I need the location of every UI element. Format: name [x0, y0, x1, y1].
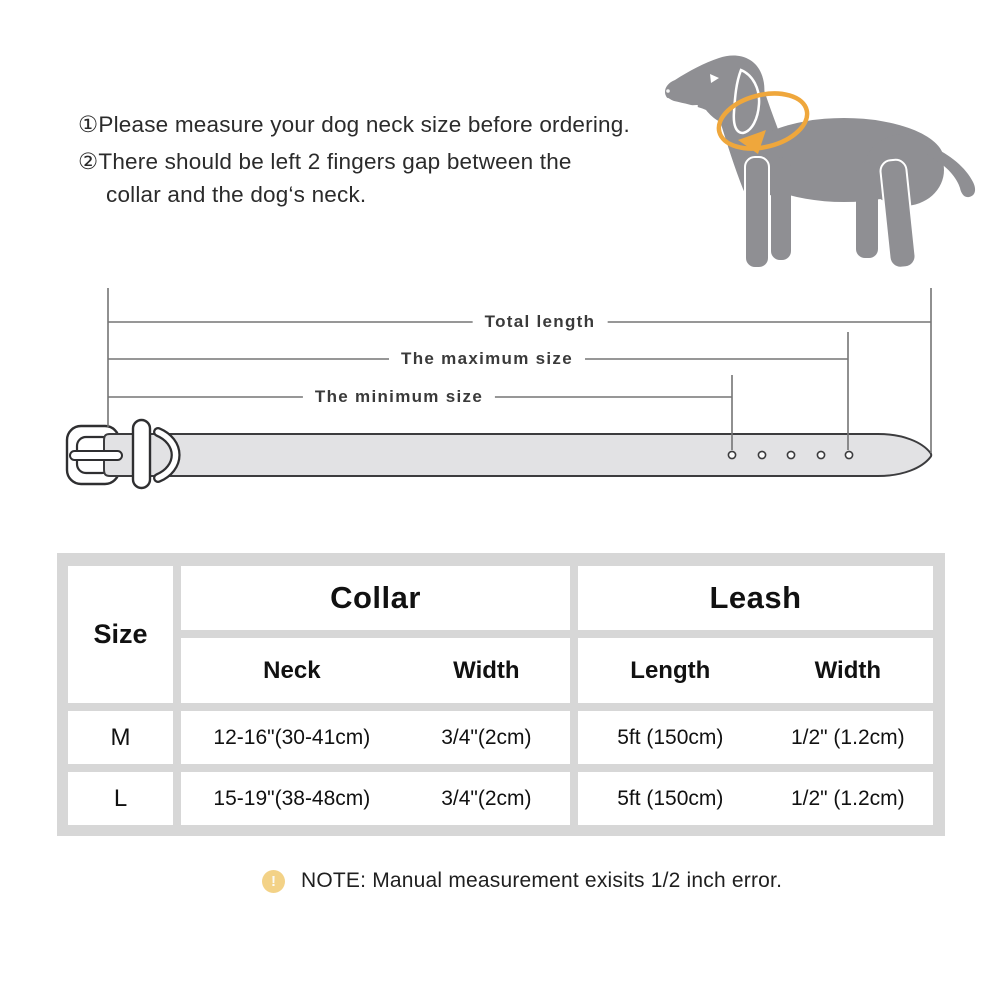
- collar-width-header: Width: [453, 656, 520, 684]
- row-l-collar: [181, 772, 570, 825]
- buckle-prong: [70, 451, 122, 460]
- leash-subheaders: [578, 638, 933, 703]
- row-m-size: M: [68, 711, 173, 764]
- row-m-collar-width: 3/4"(2cm): [441, 725, 532, 749]
- label-minimum-size: The minimum size: [303, 387, 495, 407]
- row-l-leash-width: 1/2" (1.2cm): [790, 786, 905, 810]
- label-total-length: Total length: [473, 312, 608, 332]
- note-row: [262, 869, 782, 893]
- buckle-icon: [67, 426, 119, 484]
- instruction-line-1: [78, 112, 630, 138]
- row-l-neck: 15-19"(38-48cm): [213, 786, 371, 810]
- row-l-size: L: [68, 772, 173, 825]
- instruction-2-text-cont: collar and the dog‘s neck.: [106, 182, 367, 207]
- neck-measure-arrow: [713, 85, 813, 157]
- collar-keeper: [133, 420, 150, 488]
- size-table: [57, 553, 945, 836]
- circled-one: ①: [78, 112, 99, 137]
- row-m-neck: 12-16"(30-41cm): [213, 725, 371, 749]
- row-l-leash: [578, 772, 933, 825]
- dog-tail: [926, 146, 975, 197]
- row-l-collar-width: 3/4"(2cm): [441, 786, 532, 810]
- collar-d-ring: [158, 432, 176, 478]
- instruction-line-3: [106, 182, 366, 208]
- collar-group-header: Collar: [181, 566, 570, 630]
- instruction-1-text: Please measure your dog neck size before ordering.: [98, 112, 630, 137]
- row-m-leash-length: 5ft (150cm): [617, 725, 724, 749]
- dog-ear: [734, 70, 759, 133]
- row-l-leash-length: 5ft (150cm): [617, 786, 724, 810]
- exclamation-icon: !: [262, 870, 285, 893]
- leash-length-header: Length: [630, 656, 711, 684]
- collar-band: [104, 434, 931, 476]
- collar-holes: [728, 451, 852, 458]
- instruction-2-text: There should be left 2 fingers gap between the: [98, 149, 572, 174]
- circled-two: ②: [78, 149, 99, 174]
- row-m-leash-width: 1/2" (1.2cm): [790, 725, 905, 749]
- neck-header: Neck: [263, 656, 321, 684]
- leash-group-header: Leash: [578, 566, 933, 630]
- dog-head: [665, 55, 764, 125]
- row-m-collar: [181, 711, 570, 764]
- row-m-leash: [578, 711, 933, 764]
- dog-eye: [710, 74, 719, 83]
- size-column-header: Size: [68, 566, 173, 703]
- note-text: NOTE: Manual measurement exisits 1/2 inch error.: [301, 869, 783, 892]
- dog-illustration: [665, 55, 975, 268]
- label-maximum-size: The maximum size: [389, 349, 585, 369]
- leash-width-header: Width: [814, 656, 881, 684]
- instruction-line-2: [78, 149, 572, 175]
- collar-subheaders: [181, 638, 570, 703]
